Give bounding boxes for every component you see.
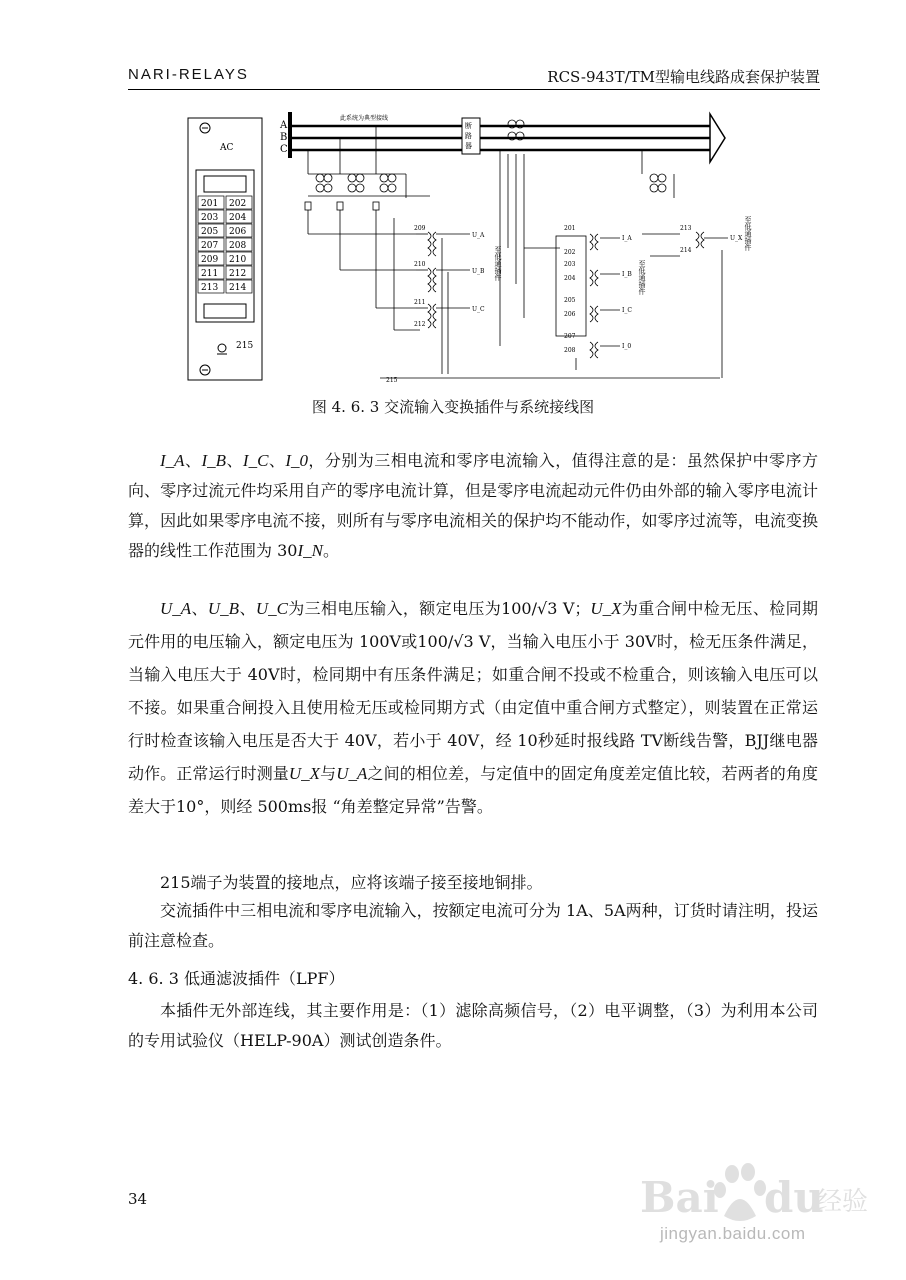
- svg-text:204: 204: [564, 275, 576, 282]
- ac-panel-title: AC: [220, 143, 234, 153]
- iout-ib: I_B: [622, 271, 632, 278]
- paragraph-lpf: 本插件无外部连线，其主要作用是：（1）滤除高频信号，（2）电平调整，（3）为利用本公司的专用试验仪（HELP-90A）测试创造条件。: [128, 1001, 818, 1050]
- wiring-diagram: [180, 108, 780, 398]
- svg-text:du: du: [764, 1173, 824, 1222]
- svg-text:207: 207: [564, 333, 576, 340]
- sym-ib: I_B: [201, 451, 226, 470]
- watermark-url: jingyan.baidu.com: [660, 1224, 806, 1243]
- sym-ua-2: U_A: [336, 764, 368, 783]
- terminal-number: 201: [201, 199, 219, 209]
- paragraph-ground: 215端子为装置的接地点，应将该端子接至接地铜排。: [160, 873, 543, 892]
- sym-ua: U_A: [160, 599, 192, 618]
- paragraph-voltage-inputs: U_A、U_B、U_C为三相电压输入，额定电压为100/√3 V；U_X为重合闸中检无压、检同期元件用的电压输入，额定电压为 100V或100/√3 V，当输入电压小于 30V时，检无压条件满足，当输入电压大于 40V时，检同期中有压条件满足；如重合闸不投或不检重合，则该输入电压可以不接。如果重合闸投入且使用检无压或检同期方式（由定值中重合闸方式整定），则装置在正常运行时检查该输入电压是否大于 40V，若小于 40V，经 10秒延时报线路 TV断线告警，BJJ继电器动作。正常运行时测量U_X与U_A之间的相位差，与定值中的固定角度差定值比较，若两者的角度差大于10°，则经 500ms报 “角差整定异常”告警。: [128, 599, 818, 816]
- svg-text:215: 215: [386, 377, 398, 384]
- terminal-number: 208: [229, 241, 247, 251]
- filter-label-3: 至低通插件: [744, 216, 752, 251]
- sym-ux-2: U_X: [288, 764, 321, 783]
- vt-group: [305, 126, 720, 378]
- ct-group: [500, 120, 620, 370]
- header-brand: NARI-RELAYS: [128, 66, 249, 83]
- header-rule: [128, 89, 820, 90]
- ux-output: U_X: [730, 235, 743, 242]
- vout-ua: U_A: [472, 232, 485, 239]
- terminal-number: 204: [229, 213, 247, 223]
- svg-text:214: 214: [680, 247, 692, 254]
- line-note: 此系统为典型接线: [340, 115, 389, 122]
- filter-label-2: 至低通插件: [638, 260, 646, 295]
- svg-text:213: 213: [680, 225, 692, 232]
- ac-panel: [188, 118, 262, 380]
- vout-uc: U_C: [472, 306, 485, 313]
- svg-text:209: 209: [414, 225, 426, 232]
- terminal-number: 202: [229, 199, 247, 209]
- figure-caption: 图 4. 6. 3 交流输入变换插件与系统接线图: [311, 398, 595, 416]
- svg-text:210: 210: [414, 261, 426, 268]
- svg-text:211: 211: [414, 299, 426, 306]
- svg-text:212: 212: [414, 321, 426, 328]
- svg-text:203: 203: [564, 261, 576, 268]
- iout-i0: I_0: [622, 343, 632, 350]
- section-title: 4. 6. 3 低通滤波插件（LPF）: [128, 969, 345, 988]
- header-title: RCS-943T/TM型输电线路成套保护装置: [547, 68, 820, 86]
- ground-terminal-label: 215: [236, 341, 254, 351]
- sym-ub: U_B: [207, 599, 240, 618]
- svg-text:206: 206: [564, 311, 576, 318]
- filter-label-1: 至低通插件: [494, 246, 502, 281]
- terminal-number: 212: [229, 269, 247, 279]
- svg-text:经验: 经验: [816, 1187, 869, 1217]
- baidu-watermark-logo: [612, 1160, 872, 1226]
- vout-ub: U_B: [472, 268, 485, 275]
- terminal-number: 209: [201, 255, 219, 265]
- terminal-number: 206: [229, 227, 247, 237]
- bus-label-a: A: [280, 120, 288, 131]
- svg-text:路: 路: [465, 132, 472, 140]
- svg-text:断: 断: [465, 122, 472, 130]
- sym-in: I_N: [297, 541, 323, 560]
- svg-text:器: 器: [465, 142, 472, 150]
- paragraph-current-inputs: I_A、I_B、I_C、I_0，分别为三相电流和零序电流输入，值得注意的是：虽然保护中零序方向、零序过流元件均采用自产的零序电流计算，但是零序电流起动元件仍由外部的输入零序电流计算，因此如果零序电流不接，则所有与零序电流相关的保护均不能动作，如零序过流等，电流变换器的线性工作范围为 30I_N。: [128, 451, 818, 560]
- sym-ia: I_A: [160, 451, 185, 470]
- sym-ux: U_X: [590, 599, 622, 618]
- terminal-number: 214: [229, 283, 247, 293]
- page-number: 34: [128, 1190, 148, 1208]
- bus-label-b: B: [280, 132, 288, 143]
- svg-text:201: 201: [564, 225, 576, 232]
- iout-ia: I_A: [622, 235, 632, 242]
- sym-ic: I_C: [242, 451, 269, 470]
- svg-text:208: 208: [564, 347, 576, 354]
- ux-vt: [642, 150, 728, 378]
- terminal-number: 203: [201, 213, 219, 223]
- svg-text:202: 202: [564, 249, 576, 256]
- paragraph-ac-plugin: 交流插件中三相电流和零序电流输入，按额定电流可分为 1A、5A两种，订货时请注明，投运前注意检查。: [128, 901, 818, 950]
- terminal-number: 211: [201, 269, 219, 279]
- sym-uc: U_C: [255, 599, 288, 618]
- iout-ic: I_C: [622, 307, 632, 314]
- terminal-number: 213: [201, 283, 219, 293]
- terminal-number: 210: [229, 255, 247, 265]
- svg-text:205: 205: [564, 297, 576, 304]
- terminal-number: 205: [201, 227, 219, 237]
- bus-label-c: C: [280, 144, 288, 155]
- terminal-number: 207: [201, 241, 219, 251]
- svg-text:Bai: Bai: [640, 1173, 719, 1222]
- terminal-grid: [198, 196, 252, 293]
- sym-i0: I_0: [285, 451, 308, 470]
